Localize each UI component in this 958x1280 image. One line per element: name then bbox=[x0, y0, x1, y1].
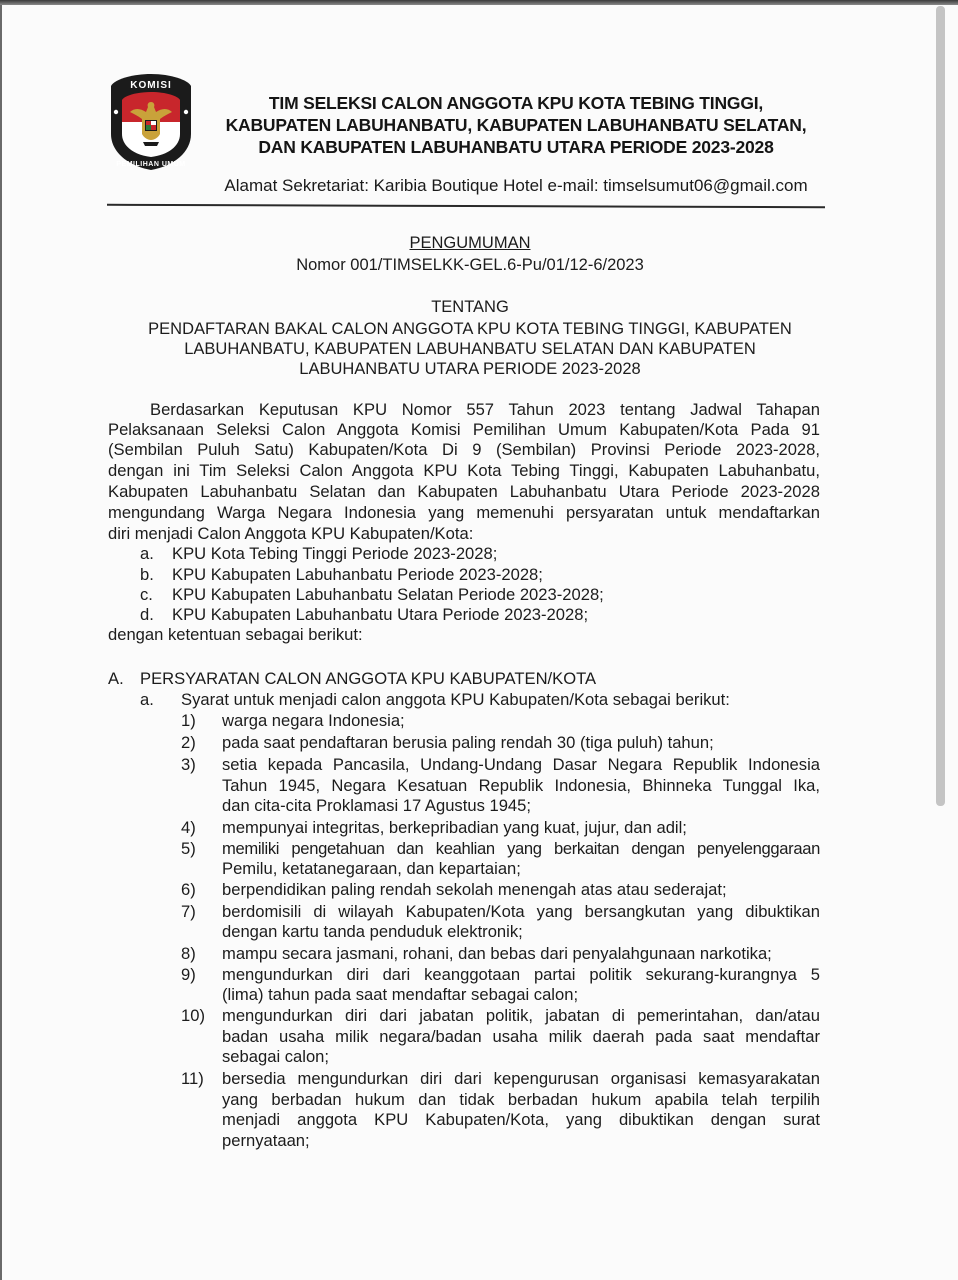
requirement-line: setia kepada Pancasila, Undang-Undang Dasar Negara Republik Indonesia bbox=[222, 755, 820, 774]
requirement-mark: 7) bbox=[181, 902, 196, 921]
requirement-line: bersedia mengundurkan diri dari kepengurusan organisasi kemasyarakatan bbox=[222, 1069, 820, 1088]
announcement-title: PENGUMUMAN bbox=[409, 234, 531, 252]
requirement-line: yang berbadan hukum dan tidak berbadan hukum apabila telah terpilih bbox=[222, 1090, 820, 1109]
header-title-line-2: KABUPATEN LABUHANBATU, KABUPATEN LABUHANBATU SELATAN, bbox=[225, 115, 807, 135]
intro-line-6: mengundang Warga Negara Indonesia yang memenuhi persyaratan untuk mendaftarkan bbox=[108, 503, 820, 522]
requirement-line: menjadi anggota KPU Kabupaten/Kota, yang dibuktikan dengan surat bbox=[222, 1110, 820, 1129]
section-a-mark: A. bbox=[108, 669, 124, 688]
section-a-sub-text: Syarat untuk menjadi calon anggota KPU Kabupaten/Kota sebagai berikut: bbox=[181, 690, 730, 709]
kpu-logo-icon bbox=[108, 72, 194, 172]
requirement-line: Pemilu, ketatanegaraan, dan kepartaian; bbox=[222, 859, 521, 878]
section-a-title: PERSYARATAN CALON ANGGOTA KPU KABUPATEN/KOTA bbox=[140, 669, 597, 688]
intro-list-mark: b. bbox=[140, 565, 154, 584]
requirement-mark: 10) bbox=[181, 1006, 205, 1025]
requirement-mark: 1) bbox=[181, 711, 196, 730]
requirement-mark: 6) bbox=[181, 880, 196, 899]
intro-closing: dengan ketentuan sebagai berikut: bbox=[108, 625, 363, 644]
intro-line-1: Berdasarkan Keputusan KPU Nomor 557 Tahun 2023 tentang Jadwal Tahapan bbox=[150, 400, 820, 419]
requirement-line: dan cita-cita Proklamasi 17 Agustus 1945; bbox=[222, 796, 532, 815]
intro-list-item: KPU Kabupaten Labuhanbatu Selatan Periode 2023-2028; bbox=[172, 585, 604, 604]
logo-text-bottom: PEMILIHAN UMUM bbox=[116, 161, 186, 168]
announcement-subject-line-3: LABUHANBATU UTARA PERIODE 2023-2028 bbox=[299, 360, 641, 378]
requirement-mark: 4) bbox=[181, 818, 196, 837]
page-left-edge bbox=[0, 5, 2, 1280]
requirement-line: pernyataan; bbox=[222, 1131, 310, 1150]
requirement-mark: 11) bbox=[181, 1069, 204, 1088]
requirement-line: memiliki pengetahuan dan keahlian yang berkaitan dengan penyelenggaraan bbox=[222, 839, 820, 858]
requirement-mark: 8) bbox=[181, 944, 196, 963]
requirement-line: berdomisili di wilayah Kabupaten/Kota yang bersangkutan yang dibuktikan bbox=[222, 902, 820, 921]
intro-list-mark: c. bbox=[140, 585, 153, 604]
header-divider bbox=[107, 204, 825, 209]
secretariat-address: Alamat Sekretariat: Karibia Boutique Hotel e-mail: timselsumut06@gmail.com bbox=[224, 176, 808, 195]
requirement-line: mengundurkan diri dari keanggotaan partai politik sekurang-kurangnya 5 bbox=[222, 965, 820, 984]
intro-line-7: diri menjadi Calon Anggota KPU Kabupaten/Kota: bbox=[108, 524, 474, 543]
intro-line-2: Pelaksanaan Seleksi Calon Anggota Komisi Pemilihan Umum Kabupaten/Kota Pada 91 bbox=[108, 420, 820, 439]
requirement-line: badan usaha milik negara/badan usaha milik daerah pada saat mendaftar bbox=[222, 1027, 820, 1046]
requirement-line: mempunyai integritas, berkepribadian yang kuat, jujur, dan adil; bbox=[222, 818, 687, 837]
requirement-mark: 9) bbox=[181, 965, 196, 984]
intro-line-4: dengan ini Tim Seleksi Calon Anggota KPU Kota Tebing Tinggi, Kabupaten Labuhanbatu, bbox=[108, 461, 820, 480]
requirement-mark: 3) bbox=[181, 755, 196, 774]
requirement-line: pada saat pendaftaran berusia paling rendah 30 (tiga puluh) tahun; bbox=[222, 733, 714, 752]
header-title-line-1: TIM SELEKSI CALON ANGGOTA KPU KOTA TEBING TINGGI, bbox=[268, 93, 764, 113]
requirement-line: sebagai calon; bbox=[222, 1047, 330, 1066]
intro-list-item: KPU Kota Tebing Tinggi Periode 2023-2028; bbox=[172, 544, 498, 563]
requirement-mark: 2) bbox=[181, 733, 196, 752]
requirement-line: dengan kartu tanda penduduk elektronik; bbox=[222, 922, 523, 941]
intro-list-mark: a. bbox=[140, 544, 154, 563]
requirement-line: mengundurkan diri dari jabatan politik, jabatan di pemerintahan, dan/atau bbox=[222, 1006, 820, 1025]
intro-list-item: KPU Kabupaten Labuhanbatu Periode 2023-2028; bbox=[172, 565, 543, 584]
requirement-line: Tahun 1945, Negara Kesatuan Republik Indonesia, Bhinneka Tunggal Ika, bbox=[222, 776, 820, 795]
window-top-edge bbox=[0, 0, 958, 5]
header-title-line-3: DAN KABUPATEN LABUHANBATU UTARA PERIODE 2023-2028 bbox=[258, 137, 774, 157]
announcement-subject-line-1: PENDAFTARAN BAKAL CALON ANGGOTA KPU KOTA TEBING TINGGI, KABUPATEN bbox=[148, 320, 792, 338]
requirement-line: mampu secara jasmani, rohani, dan bebas dari penyalahgunaan narkotika; bbox=[222, 944, 772, 963]
announcement-about: TENTANG bbox=[431, 298, 509, 316]
logo-text-top: KOMISI bbox=[130, 80, 172, 91]
requirement-line: berpendidikan paling rendah sekolah menengah atas atau sederajat; bbox=[222, 880, 727, 899]
intro-line-5: Kabupaten Labuhanbatu Selatan dan Kabupaten Labuhanbatu Utara Periode 2023-2028 bbox=[108, 482, 820, 501]
requirement-mark: 5) bbox=[181, 839, 196, 858]
intro-list-item: KPU Kabupaten Labuhanbatu Utara Periode 2023-2028; bbox=[172, 605, 589, 624]
announcement-number: Nomor 001/TIMSELKK-GEL.6-Pu/01/12-6/2023 bbox=[296, 256, 644, 274]
announcement-subject-line-2: LABUHANBATU, KABUPATEN LABUHANBATU SELATAN DAN KABUPATEN bbox=[184, 340, 756, 358]
section-a-sub-mark: a. bbox=[140, 690, 154, 709]
requirement-line: warga negara Indonesia; bbox=[222, 711, 405, 730]
intro-line-3: (Sembilan Puluh Satu) Kabupaten/Kota Di 9 (Sembilan) Provinsi Periode 2023-2028, bbox=[108, 440, 820, 459]
vertical-scrollbar[interactable] bbox=[936, 6, 945, 806]
requirement-line: (lima) tahun pada saat mendaftar sebagai calon; bbox=[222, 985, 579, 1004]
intro-list-mark: d. bbox=[140, 605, 154, 624]
